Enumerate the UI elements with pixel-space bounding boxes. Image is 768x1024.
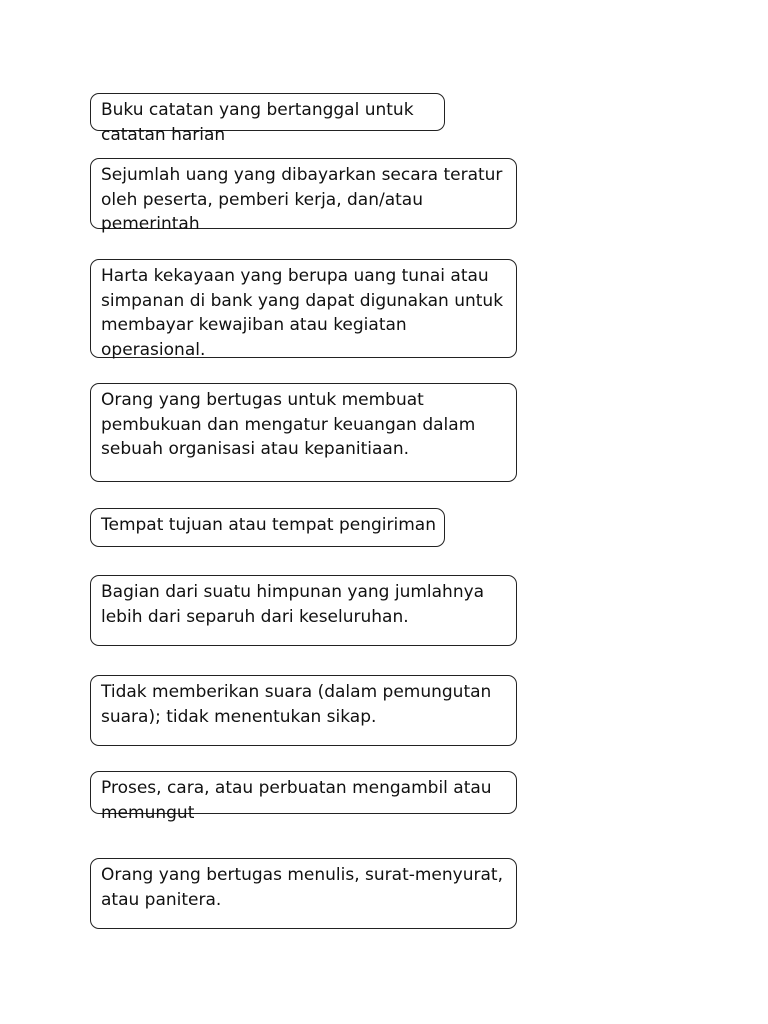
definition-card-7 [90,675,517,746]
definition-card-3 [90,259,517,358]
definition-card-5 [90,508,445,547]
definition-card-9 [90,858,517,929]
definition-text: Harta kekayaan yang berupa uang tunai atau simpanan di bank yang dapat digunakan untuk membayar kewajiban atau kegiatan operasional. [101,266,504,360]
definition-text: Orang yang bertugas untuk membuat pembukuan dan mengatur keuangan dalam sebuah organisasi atau kepanitiaan. [101,390,476,459]
definition-text: Bagian dari suatu himpunan yang jumlahnya lebih dari separuh dari keseluruhan. [101,582,485,627]
definition-text: Buku catatan yang bertanggal untuk catatan harian [101,100,414,145]
definition-text: Sejumlah uang yang dibayarkan secara teratur oleh peserta, pemberi kerja, dan/atau pemerintah [101,165,503,234]
definition-card-6 [90,575,517,646]
definition-text: Proses, cara, atau perbuatan mengambil atau memungut [101,778,492,823]
definition-card-1 [90,93,445,145]
definition-text: Tidak memberikan suara (dalam pemungutan suara); tidak menentukan sikap. [101,682,492,727]
definition-text: Tempat tujuan atau tempat pengiriman [101,515,436,535]
definition-card-2 [90,158,517,234]
definition-text: Orang yang bertugas menulis, surat-menyurat, atau panitera. [101,865,503,910]
definition-card-4 [90,383,517,482]
definition-card-8 [90,771,517,823]
